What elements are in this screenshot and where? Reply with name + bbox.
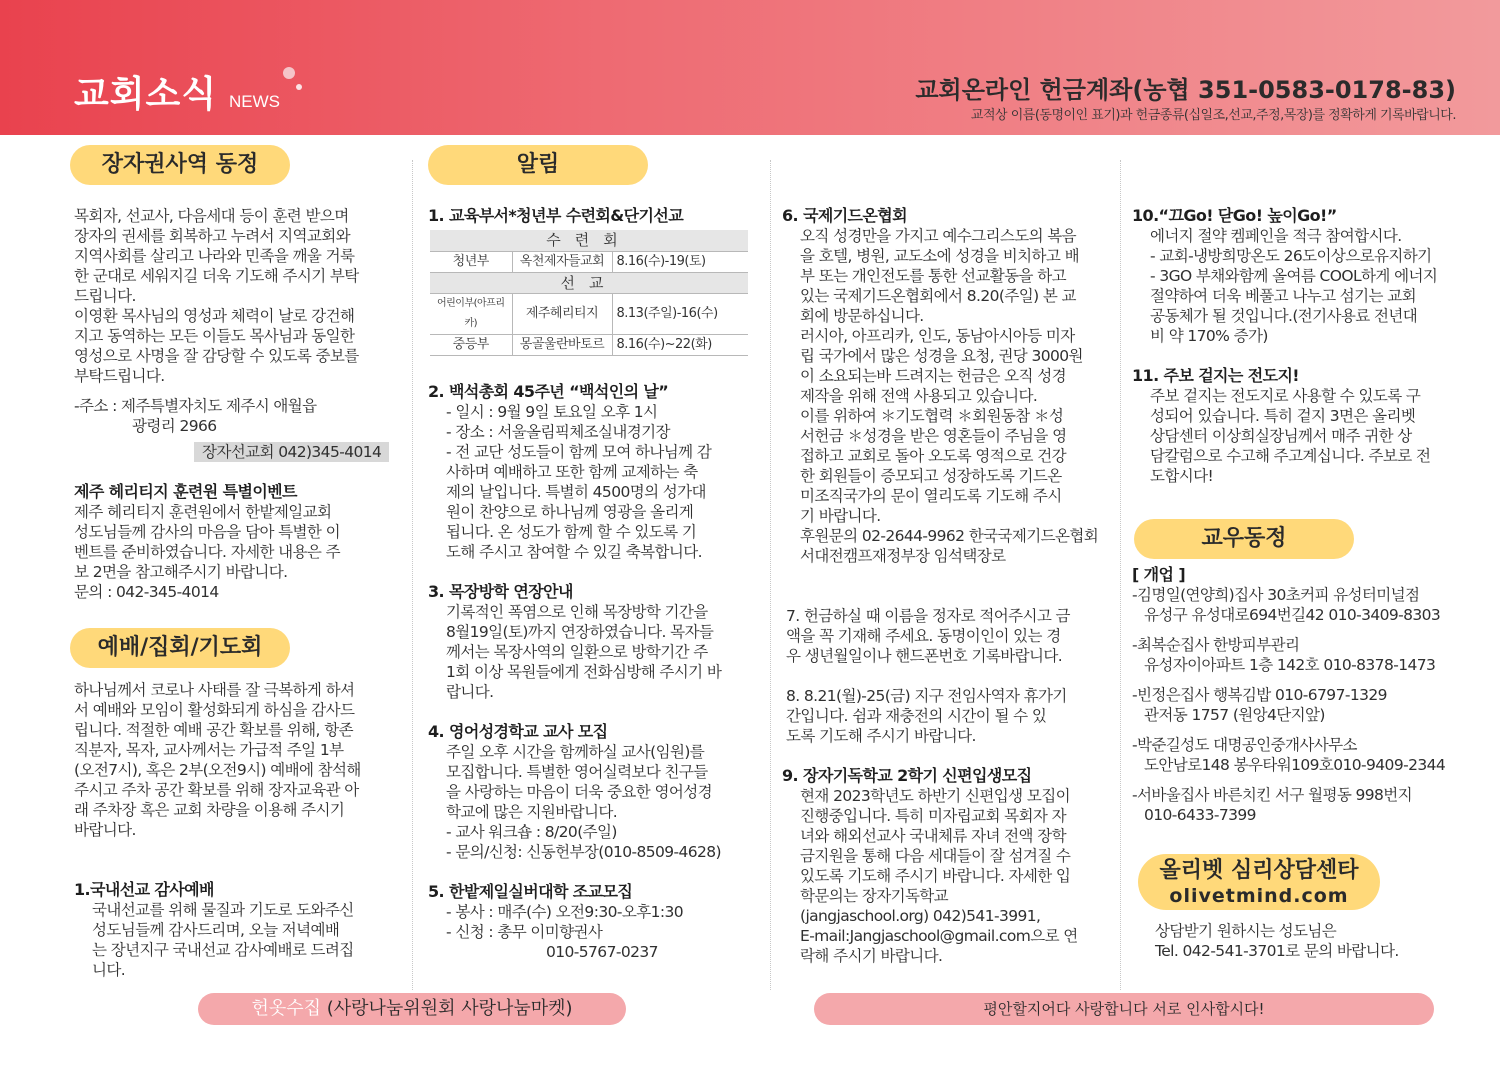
text-line: 이 소요되는바 드려지는 헌금은 오직 성경 <box>800 367 1066 385</box>
olivet-center-badge <box>1138 854 1380 910</box>
text-line: 진행중입니다. 특히 미자립교회 목회자 자 <box>800 807 1066 825</box>
text-line: 8월19일(토)까지 연장하였습니다. 목자들 <box>446 622 714 641</box>
column-4-lower <box>1132 565 1467 835</box>
text-line: 부탁드립니다. <box>74 367 165 385</box>
text-line: 제작을 위해 전액 사용되고 있습니다. <box>800 387 1038 405</box>
text-line: - 교회-냉방희망온도 26도이상으로유지하기 <box>1150 247 1432 265</box>
column-1-lower <box>74 680 404 980</box>
section-title-notice: 알림 <box>428 145 648 185</box>
text-line: 영성으로 사명을 잘 감당할 수 있도록 중보를 <box>74 347 359 365</box>
text-line: 사하며 예배하고 또한 함께 교제하는 축 <box>446 462 698 481</box>
decor-dot-small-icon <box>296 84 302 90</box>
text-line: 이영환 목사님의 영성과 체력이 날로 강건해 <box>74 307 355 325</box>
text-line: 원이 찬양으로 하나님께 영광을 올리게 <box>446 502 694 521</box>
text-line: 우 생년월일이나 핸드폰번호 기록바랍니다. <box>786 647 1063 665</box>
text-line: 부 또는 개인전도를 통한 선교활동을 하고 <box>800 267 1066 285</box>
text-line: 모집합니다. 특별한 영어실력보다 친구들 <box>446 762 708 781</box>
list-item <box>1132 585 1467 625</box>
text-line: 현재 2023학년도 하반기 신편입생 모집이 <box>800 787 1070 805</box>
text-line: 을 호텔, 병원, 교도소에 성경을 비치하고 배 <box>800 247 1079 265</box>
list-item <box>1132 685 1467 725</box>
table-row: 중등부 몽골울란바토르 8.16(수)~22(화) <box>430 334 748 355</box>
openings-list <box>1132 585 1467 825</box>
text-line: 7. 헌금하실 때 이름을 정자로 적어주시고 금 <box>786 607 1070 625</box>
list-item <box>1132 735 1467 775</box>
text-line: 제의 날입니다. 특별히 4500명의 성가대 <box>446 482 706 501</box>
text-line: 8. 8.21(월)-25(금) 지구 전임사역자 휴가기 <box>786 687 1067 705</box>
openings-label: [ 개업 ] <box>1132 565 1186 584</box>
text-line: 절약하여 더욱 베풀고 나누고 섬기는 교회 <box>1150 287 1416 305</box>
text-line: (오전7시), 혹은 2부(오전9시) 예배에 참석해 <box>74 761 361 779</box>
olivet-title: 올리벳 심리상담센타 <box>1159 858 1359 883</box>
text-line: 성도님들께 감사의 마음을 담아 특별한 이 <box>74 523 340 541</box>
jangja-paragraph-1 <box>74 206 404 306</box>
text-line: 성되어 있습니다. 특히 겉지 3면은 올리벳 <box>1150 407 1416 425</box>
text-line: 됩니다. 온 성도가 함께 할 수 있도록 기 <box>446 522 697 541</box>
notice-6-text <box>782 226 1112 566</box>
text-line: (jangjaschool.org) 042)541-3991, <box>800 907 1041 925</box>
event-title: 제주 헤리티지 훈련원 특별이벤트 <box>74 482 297 501</box>
text-line: 한 군대로 세워지길 더욱 기도해 주시기 부탁 <box>74 267 359 285</box>
text-line: 문의 : 042-345-4014 <box>74 583 219 601</box>
table-header-mission: 선교 <box>430 272 748 293</box>
text-line: - 봉사 : 매주(수) 오전9:30-오후1:30 <box>446 902 683 921</box>
text-line: 기록적인 폭염으로 인해 목장방학 기간을 <box>446 602 708 621</box>
text-line: 러시아, 아프리카, 인도, 동남아시아등 미자 <box>800 327 1075 345</box>
text-line: - 3GO 부채와함께 올여름 COOL하게 에너지 <box>1150 267 1438 285</box>
divider-3 <box>1120 160 1121 990</box>
worship-text <box>74 680 404 840</box>
text-line: Tel. 042-541-3701로 문의 바랍니다. <box>1155 942 1399 960</box>
text-line: 도안남로148 봉우타워109호010-9409-2344 <box>1144 756 1446 774</box>
text-line: 주시고 주차 공간 확보를 위해 장자교육관 아 <box>74 781 359 799</box>
notice-10-text <box>1132 226 1467 246</box>
text-line: 담칼럼으로 수고해 주고계십니다. 주보로 전 <box>1150 447 1431 465</box>
text-line: 락해 주시기 바랍니다. <box>800 947 943 965</box>
mission-title: 1.국내선교 감사예배 <box>74 880 214 899</box>
table-header-retreat: 수련회 <box>430 230 748 251</box>
text-line: 학교에 많은 지원바랍니다. <box>446 802 618 821</box>
notice-5-text <box>428 902 758 942</box>
text-line: 서헌금 ＊성경을 받은 영혼들이 주님을 영 <box>800 427 1067 445</box>
olivet-contact <box>1155 921 1475 961</box>
text-line: 지역사회를 살리고 나라와 민족을 깨울 거룩 <box>74 247 355 265</box>
text-line: 지고 동역하는 모든 이들도 목사님과 동일한 <box>74 327 355 345</box>
text-line: 제주 헤리티지 훈련원에서 한밭제일교회 <box>74 503 332 521</box>
notice-3-text <box>428 602 758 702</box>
decor-dot-icon <box>283 67 295 79</box>
text-line: 장자의 권세를 회복하고 누려서 지역교회와 <box>74 227 351 245</box>
text-line: 서대전캠프재정부장 임석택장로 <box>800 547 1006 565</box>
text-line: 립니다. 적절한 예배 공간 확보를 위해, 항존 <box>74 721 353 739</box>
list-item <box>1132 635 1467 675</box>
text-line: 도해 주시고 참여할 수 있길 축복합니다. <box>446 542 702 561</box>
divider-2 <box>770 160 771 990</box>
column-2 <box>428 206 758 962</box>
text-line: - 교사 워크숍 : 8/20(주일) <box>446 822 617 841</box>
text-line: 간입니다. 쉼과 재충전의 시간이 될 수 있 <box>786 707 1047 725</box>
text-line: 공동체가 될 것입니다.(전기사용료 전년대 <box>1150 307 1418 325</box>
text-line: 서 예배와 모임이 활성화되게 하심을 감사드 <box>74 701 355 719</box>
text-line: 도록 기도해 주시기 바랍니다. <box>786 727 976 745</box>
text-line: 바랍니다. <box>74 821 136 839</box>
text-line: 관저동 1757 (원앙4단지앞) <box>1144 706 1325 724</box>
header-banner <box>0 0 1500 135</box>
text-line: 도합시다! <box>1150 467 1214 485</box>
notice-9-text <box>782 786 1112 966</box>
notice-2-text <box>428 402 758 442</box>
text-line: 목회자, 선교사, 다음세대 등이 훈련 받으며 <box>74 207 349 225</box>
notice-7-text <box>782 606 1112 666</box>
text-line: 액을 꼭 기재해 주세요. 동명이인이 있는 경 <box>786 627 1061 645</box>
divider-1 <box>412 160 413 990</box>
text-line: 성도님들께 감사드리며, 오늘 저녁예배 <box>92 921 340 939</box>
text-line: 니다. <box>92 961 126 979</box>
text-line: 기 바랍니다. <box>800 507 881 525</box>
table-row: 어린이부(아프리카) 제주헤리티지 8.13(주일)-16(수) <box>430 293 748 334</box>
text-line: 녀와 해외선교사 국내체류 자녀 전액 장학 <box>800 827 1066 845</box>
text-line: - 전 교단 성도들이 함께 모여 하나님께 감 <box>446 442 712 461</box>
olivet-url: olivetmind.com <box>1169 885 1349 907</box>
notice-5-phone: 010-5767-0237 <box>546 942 658 961</box>
event-text <box>74 502 404 602</box>
section-title-members: 교우동정 <box>1134 519 1354 559</box>
text-line: 는 장년지구 국내선교 감사예배로 드려집 <box>92 941 354 959</box>
text-line: - 일시 : 9월 9일 토요일 오후 1시 <box>446 402 658 421</box>
text-line: 립 국가에서 많은 성경을 요청, 권당 3000원 <box>800 347 1083 365</box>
text-line: 있는 국제기드온협회에서 8.20(주일) 본 교 <box>800 287 1076 305</box>
column-1 <box>74 206 404 602</box>
notice-1-title: 1. 교육부서*청년부 수련회&단기선교 <box>428 206 684 225</box>
text-line: E-mail:Jangjaschool@gmail.com으로 연 <box>800 927 1078 945</box>
text-line: 비 약 170% 증가) <box>1150 327 1268 345</box>
text-line: 있도록 기도해 주시기 바랍니다. 자세한 입 <box>800 867 1071 885</box>
notice-4-text <box>428 742 758 862</box>
text-line: -서바울집사 바른치킨 서구 월평동 998번지 <box>1132 786 1413 804</box>
text-line: 한 회원들이 증모되고 성장하도록 기드온 <box>800 467 1062 485</box>
jangja-paragraph-2 <box>74 306 404 386</box>
text-line: 께서는 목장사역의 일환으로 방학기간 주 <box>446 642 708 661</box>
footer-clothes-collection <box>198 993 626 1025</box>
text-line: 직분자, 목자, 교사께서는 가급적 주일 1부 <box>74 741 344 759</box>
notice-10-title: 10.“끄Go! 닫Go! 높이Go!” <box>1132 206 1337 225</box>
table-row: 청년부 옥천제자들교회 8.16(수)-19(토) <box>430 251 748 272</box>
page-title: 교회소식 <box>74 74 218 115</box>
text-line: 접하고 교회로 돌아 오도록 영적으로 건강 <box>800 447 1066 465</box>
text-line: -박준길성도 대명공인중개사사무소 <box>1132 736 1357 754</box>
text-line: 국내선교를 위해 물질과 기도로 도와주신 <box>92 901 354 919</box>
column-4 <box>1132 206 1467 486</box>
text-line: 드립니다. <box>74 287 136 305</box>
text-line: - 신청 : 총무 이미향권사 <box>446 922 603 941</box>
notice-5-title: 5. 한밭제일실버대학 조교모집 <box>428 881 633 901</box>
text-line: 주일 오후 시간을 함께하실 교사(임원)를 <box>446 742 705 761</box>
text-line: 유성구 유성대로694번길42 010-3409-8303 <box>1144 606 1441 624</box>
text-line: 을 사랑하는 마음이 더욱 중요한 영어성경 <box>446 782 712 801</box>
text-line: 학문의는 장자기독학교 <box>800 887 949 905</box>
footer-highlight: 헌옷수집 <box>251 998 322 1019</box>
text-line: 벤트를 준비하였습니다. 자세한 내용은 주 <box>74 543 340 561</box>
notice-2-title: 2. 백석총회 45주년 “백석인의 날” <box>428 381 669 401</box>
section-title-worship: 예배/집회/기도회 <box>70 628 290 668</box>
jangja-phone-box: 장자선교회 042)345-4014 <box>194 442 389 462</box>
mission-text <box>74 900 404 980</box>
notice-10-hang <box>1132 246 1467 346</box>
news-label: NEWS <box>229 92 280 111</box>
address-line-1: -주소 : 제주특별자치도 제주시 애월읍 <box>74 397 317 415</box>
text-line: 회에 방문하십니다. <box>800 307 924 325</box>
notice-4-title: 4. 영어성경학교 교사 모집 <box>428 721 608 741</box>
notice-8-text <box>782 686 1112 746</box>
text-line: -빈정은집사 행복김밥 010-6797-1329 <box>1132 686 1387 704</box>
text-line: 1회 이상 목원들에게 전화심방해 주시기 바 <box>446 662 722 681</box>
section-title-jangja: 장자권사역 동정 <box>70 145 290 185</box>
offering-account: 교회온라인 헌금계좌(농협 351-0583-0178-83) <box>915 76 1456 104</box>
text-line: 하나님께서 코로나 사태를 잘 극복하게 하셔 <box>74 681 355 699</box>
text-line: 래 주차장 혹은 교회 차량을 이용해 주시기 <box>74 801 345 819</box>
text-line: 금지원을 통해 다음 세대들이 잘 섬겨질 수 <box>800 847 1071 865</box>
text-line: 유성자이아파트 1층 142호 010-8378-1473 <box>1144 656 1436 674</box>
address-line-2: 광령리 2966 <box>132 417 217 435</box>
column-3 <box>782 206 1112 966</box>
list-item <box>1132 785 1467 825</box>
notice-11-text <box>1132 386 1467 486</box>
notice-6-title: 6. 국제기드온협회 <box>782 206 907 225</box>
text-line: 상담센터 이상희실장님께서 매주 귀한 상 <box>1150 427 1412 445</box>
footer-greeting: 평안할지어다 사랑합니다 서로 인사합시다! <box>814 993 1434 1025</box>
text-line: 010-6433-7399 <box>1144 806 1256 824</box>
text-line: 이를 위하여 ＊기도협력 ＊회원동참 ＊성 <box>800 407 1064 425</box>
text-line: -김명일(연양희)집사 30초커피 유성터미널점 <box>1132 586 1420 604</box>
text-line: - 문의/신청: 신동헌부장(010-8509-4628) <box>446 842 722 861</box>
footer-rest: (사랑나눔위원회 사랑나눔마켓) <box>321 998 573 1019</box>
notice-11-title: 11. 주보 겉지는 전도지! <box>1132 366 1299 385</box>
text-line: 후원문의 02-2644-9962 한국국제기드온협회 <box>800 527 1099 545</box>
text-line: 에너지 절약 켐페인을 적극 참여합시다. <box>1150 227 1402 245</box>
text-line: 오직 성경만을 가지고 예수그리스도의 복음 <box>800 227 1077 245</box>
text-line: - 장소 : 서울올림픽체조실내경기장 <box>446 422 670 441</box>
notice-2-hang <box>428 442 758 562</box>
text-line: 보 2면을 참고해주시기 바랍니다. <box>74 563 288 581</box>
text-line: 주보 겉지는 전도지로 사용할 수 있도록 구 <box>1150 387 1421 405</box>
text-line: 미조직국가의 문이 열리도록 기도해 주시 <box>800 487 1062 505</box>
offering-account-note: 교적상 이름(동명이인 표기)과 헌금종류(십일조,선교,주정,목장)를 정확하게 기록바랍니다. <box>970 108 1456 123</box>
notice-9-title: 9. 장자기독학교 2학기 신편입생모집 <box>782 766 1032 785</box>
schedule-table <box>430 230 748 356</box>
text-line: -최복순집사 한방피부관리 <box>1132 636 1300 654</box>
text-line: 랍니다. <box>446 682 494 701</box>
notice-3-title: 3. 목장방학 연장안내 <box>428 581 573 601</box>
text-line: 상담받기 원하시는 성도님은 <box>1155 922 1337 940</box>
